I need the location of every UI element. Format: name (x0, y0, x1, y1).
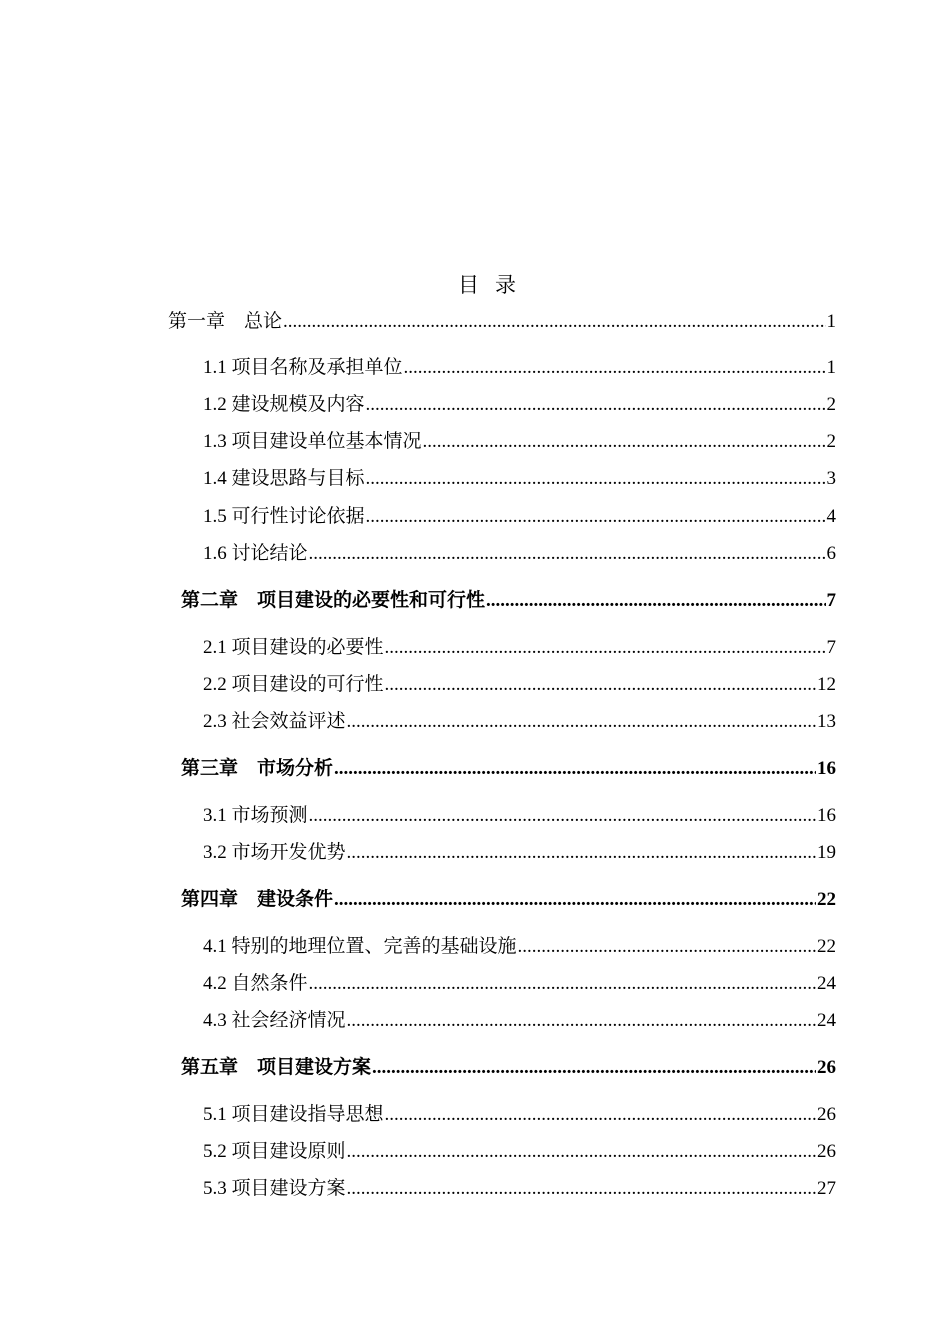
toc-dot-leader (309, 971, 816, 997)
toc-dot-leader (309, 541, 826, 567)
toc-page-number: 22 (817, 936, 836, 957)
toc-entry-label: 第四章 建设条件 (181, 889, 334, 910)
toc-page-number: 22 (817, 889, 836, 910)
toc-page-number: 26 (817, 1104, 836, 1125)
toc-entry-label: 4.2 自然条件 (203, 973, 308, 994)
toc-entry-label: 5.3 项目建设方案 (203, 1178, 346, 1199)
toc-dot-leader (385, 1102, 816, 1128)
toc-entry-label: 3.2 市场开发优势 (203, 842, 346, 863)
toc-dot-leader (404, 355, 826, 381)
toc-entry-label: 4.1 特别的地理位置、完善的基础设施 (203, 936, 517, 957)
toc-page-number: 12 (817, 674, 836, 695)
toc-entry-label: 5.1 项目建设指导思想 (203, 1104, 384, 1125)
toc-entry-label: 第二章 项目建设的必要性和可行性 (181, 590, 486, 611)
toc-section-1-5[interactable] (203, 504, 836, 530)
toc-page-number: 16 (817, 758, 836, 779)
toc-entry-label: 1.5 可行性讨论依据 (203, 506, 365, 527)
toc-page-number: 1 (826, 311, 836, 332)
toc-section-3-1[interactable] (203, 803, 836, 829)
toc-page-number: 19 (817, 842, 836, 863)
toc-dot-leader (309, 803, 816, 829)
toc-entry-label: 1.3 项目建设单位基本情况 (203, 431, 422, 452)
toc-entry-label: 1.6 讨论结论 (203, 543, 308, 564)
toc-section-1-3[interactable] (203, 429, 836, 455)
toc-chapter-3[interactable] (181, 756, 836, 782)
toc-page-number: 3 (826, 468, 836, 489)
toc-page-number: 16 (817, 805, 836, 826)
toc-section-4-1[interactable] (203, 934, 836, 960)
toc-entry-label: 第三章 市场分析 (181, 758, 334, 779)
toc-section-1-2[interactable] (203, 392, 836, 418)
toc-entry-label: 第五章 项目建设方案 (181, 1057, 372, 1078)
toc-section-4-3[interactable] (203, 1008, 836, 1034)
toc-section-4-2[interactable] (203, 971, 836, 997)
toc-entry-label: 2.3 社会效益评述 (203, 711, 346, 732)
toc-dot-leader (372, 1055, 816, 1081)
toc-dot-leader (334, 887, 816, 913)
toc-page-number: 1 (826, 357, 836, 378)
toc-page-number: 2 (826, 394, 836, 415)
toc-entry-label: 1.4 建设思路与目标 (203, 468, 365, 489)
toc-section-2-1[interactable] (203, 635, 836, 661)
toc-entry-label: 4.3 社会经济情况 (203, 1010, 346, 1031)
toc-page-number: 6 (826, 543, 836, 564)
toc-entry-label: 5.2 项目建设原则 (203, 1141, 346, 1162)
toc-section-2-2[interactable] (203, 672, 836, 698)
toc-dot-leader (347, 1139, 816, 1165)
toc-chapter-5[interactable] (181, 1055, 836, 1081)
toc-title: 目录 (458, 273, 532, 297)
toc-section-1-6[interactable] (203, 541, 836, 567)
toc-dot-leader (518, 934, 816, 960)
toc-page-number: 2 (826, 431, 836, 452)
toc-section-5-3[interactable] (203, 1176, 836, 1202)
toc-dot-leader (334, 756, 816, 782)
toc-entry-label: 3.1 市场预测 (203, 805, 308, 826)
toc-dot-leader (385, 635, 826, 661)
toc-dot-leader (366, 466, 826, 492)
toc-section-5-2[interactable] (203, 1139, 836, 1165)
toc-page-number: 24 (817, 973, 836, 994)
toc-entry-label: 2.2 项目建设的可行性 (203, 674, 384, 695)
toc-page-number: 27 (817, 1178, 836, 1199)
toc-chapter-4[interactable] (181, 887, 836, 913)
toc-entry-label: 1.1 项目名称及承担单位 (203, 357, 403, 378)
toc-page-number: 13 (817, 711, 836, 732)
toc-page-number: 26 (817, 1141, 836, 1162)
toc-dot-leader (347, 709, 816, 735)
toc-page-number: 26 (817, 1057, 836, 1078)
toc-dot-leader (486, 588, 825, 614)
toc-dot-leader (347, 840, 816, 866)
toc-dot-leader (283, 309, 825, 335)
toc-chapter-2[interactable] (181, 588, 836, 614)
toc-entry-label: 1.2 建设规模及内容 (203, 394, 365, 415)
toc-dot-leader (423, 429, 826, 455)
toc-page-number: 7 (826, 637, 836, 658)
toc-section-3-2[interactable] (203, 840, 836, 866)
toc-chapter-1[interactable] (168, 309, 836, 335)
toc-section-5-1[interactable] (203, 1102, 836, 1128)
toc-entry-label: 2.1 项目建设的必要性 (203, 637, 384, 658)
toc-entry-label: 第一章 总论 (168, 311, 283, 332)
toc-section-1-1[interactable] (203, 355, 836, 381)
toc-dot-leader (347, 1176, 816, 1202)
toc-section-2-3[interactable] (203, 709, 836, 735)
toc-page-number: 7 (826, 590, 836, 611)
toc-dot-leader (347, 1008, 816, 1034)
toc-dot-leader (366, 504, 826, 530)
toc-dot-leader (366, 392, 826, 418)
toc-page-number: 4 (826, 506, 836, 527)
toc-page-number: 24 (817, 1010, 836, 1031)
toc-section-1-4[interactable] (203, 466, 836, 492)
toc-dot-leader (385, 672, 816, 698)
